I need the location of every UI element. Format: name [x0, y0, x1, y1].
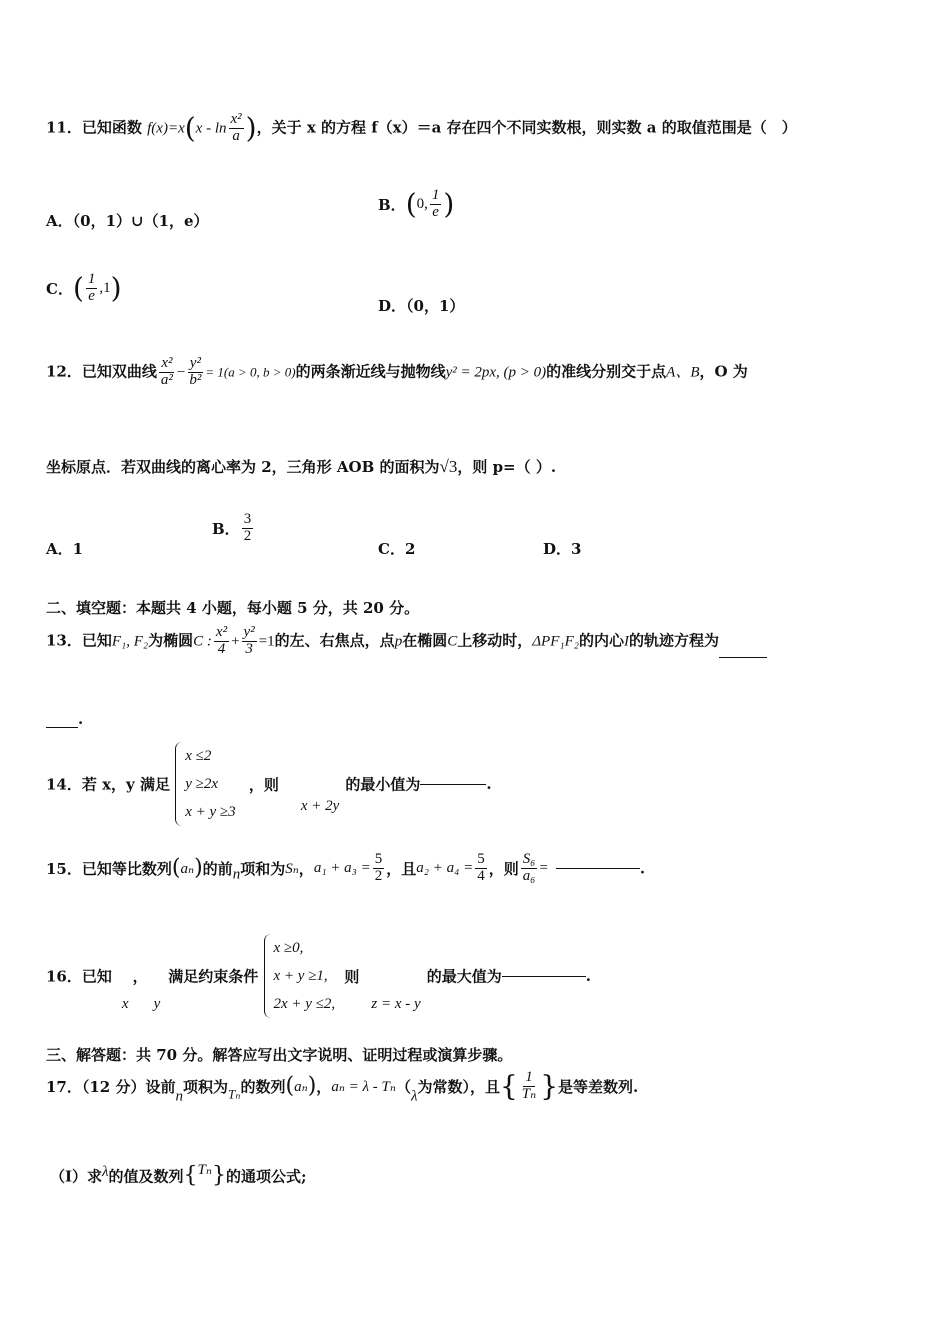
q12-option-d: D．3 [543, 540, 582, 558]
question-13: 13．已知F₁, F₂为椭圆C : $\frac{\text{x²}}{4}$ + $\frac{\text{y²}}{3}$ =1的左、右焦点，点p在椭圆C上移动时，ΔPF₁F₂的内心I的轨迹方程为 [46, 625, 767, 658]
question-11: 11．已知函数 f(x)=x(x - ln $\frac{\text{x²}}{a}$ )，关于 x 的方程 f（x）＝a 存在四个不同实数根，则实数 a 的取值范围是（ ） [46, 111, 797, 145]
q11-option-b: B．(0, $\frac{1}{e}$ ) [378, 187, 455, 221]
q17-part-1: （Ⅰ）求λ的值及数列{Tₙ}的通项公式; [50, 1162, 307, 1188]
q12-parabola: y² = 2px, (p > 0) [445, 364, 547, 381]
q14-answer-blank[interactable] [420, 783, 486, 785]
q13-line2: . [46, 710, 83, 728]
q12-hyper-y: $\frac{\text{y²}}{\text{b²}}$ [189, 355, 202, 388]
q12-option-b: B． $\frac{3}{2}$ [212, 511, 252, 544]
q14-system: x ≤2 y ≥2x x + y ≥3 [175, 742, 235, 826]
question-17: 17．（12 分）设前n项积为Tₙ的数列(aₙ)，aₙ = λ - Tₙ（λ为常数），且{ $\frac{1}{\text{Tₙ}}$ }是等差数列. [46, 1069, 639, 1105]
q16-answer-blank[interactable] [502, 975, 586, 977]
q11-lead: 已知函数 [81, 118, 142, 137]
q16-system: x ≥0, x + y ≥1, 2x + y ≤2, [264, 934, 336, 1018]
q11-tail: ，关于 x 的方程 f（x）＝a 存在四个不同实数根，则实数 a 的取值范围是（ ） [256, 118, 797, 137]
q12-line2: 坐标原点．若双曲线的离心率为 2，三角形 AOB 的面积为√3，则 p=（ ）. [46, 457, 557, 476]
q12-option-c: C．2 [378, 540, 416, 558]
q12-option-a: A．1 [46, 540, 84, 558]
q12-condition: = 1(a > 0, b > 0) [205, 364, 296, 380]
q13-answer-blank-2[interactable] [46, 726, 78, 728]
section-3-heading: 三、解答题：共 70 分。解答应写出文字说明、证明过程或演算步骤。 [46, 1046, 513, 1064]
section-2-heading: 二、填空题：本题共 4 小题，每小题 5 分，共 20 分。 [46, 599, 420, 617]
question-12: 12．已知双曲线 $\frac{\text{x²}}{\text{a²}}$ − $\frac{\text{y²}}{\text{b²}}$ = 1(a > 0, b > 0)的两条渐近线与抛物线y² = 2px, (p > 0)的准线分别交于点A、B，O 为 [46, 355, 748, 388]
question-14: 14．若 x，y 满足 x ≤2 y ≥2x x + y ≥3 ，则x + 2y的最小值为 . [46, 742, 492, 826]
q13-answer-blank-1[interactable] [719, 656, 767, 658]
q12-number: 12． [46, 362, 82, 381]
q11-number: 11． [46, 118, 82, 137]
q11-option-d: D．（0，1） [378, 297, 465, 315]
q11-option-a: A．（0，1）∪（1，e） [46, 212, 209, 230]
q11-option-c: C．( $\frac{1}{e}$ ,1) [46, 271, 122, 305]
question-15: 15．已知等比数列(aₙ)的前n项和为Sₙ，a₁ + a₃ = $\frac{5}{2}$ ，且a₂ + a₄ = $\frac{5}{4}$ ，则 $\frac{\text{S₆}}{\text{a₆}}$ = . [46, 851, 646, 884]
q15-answer-blank[interactable] [556, 867, 640, 869]
question-16: 16．已知x，y满足约束条件 x ≥0, x + y ≥1, 2x + y ≤2, 则z = x - y的最大值为 . [46, 934, 591, 1018]
q11-func-lhs: f(x)=x [147, 120, 185, 137]
q11-func-inner: x - ln [195, 120, 227, 137]
q12-hyper-x: $\frac{\text{x²}}{\text{a²}}$ [160, 355, 173, 388]
q11-func-fraction: $\frac{\text{x²}}{a}$ [230, 111, 242, 144]
sqrt3: √3 [439, 457, 458, 476]
